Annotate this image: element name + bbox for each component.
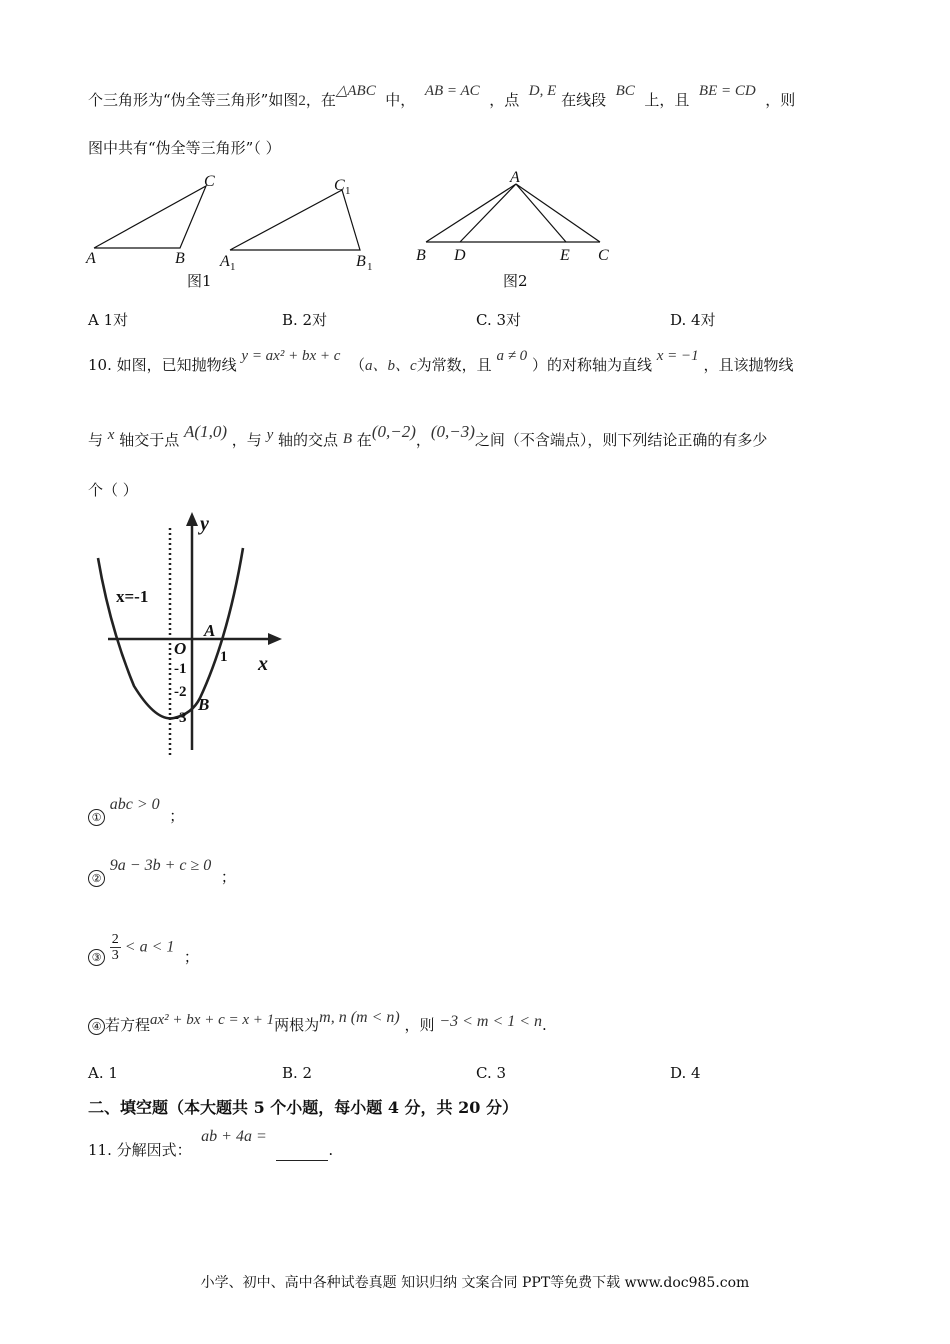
fig2-label-B: B [416, 247, 426, 264]
fig1-label-B: B [175, 250, 185, 267]
statement-3-number: ③ [88, 949, 105, 966]
graph-symmetry-label: x=-1 [116, 587, 149, 606]
q10-line1: 10. 如图，已知抛物线 y = ax² + bx + c （a、b、c为常数，且 a ≠ 0 ）的对称轴为直线 x = −1 ，且该抛物线 [88, 348, 794, 374]
fig2-label-D: D [454, 247, 466, 264]
statement-2-number: ② [88, 870, 105, 887]
q10-statement-3: ③ $\frac{2}{3}$ < a < 1 ； [88, 932, 199, 972]
q9-option-a[interactable]: A 1对 [88, 311, 129, 329]
q10-line3: 个（ ） [88, 481, 138, 499]
graph-tick-m2: -2 [174, 684, 187, 700]
q10-statement-1: ① abc > 0 ； [88, 806, 184, 827]
q10-line2: 与 x 轴交于点 A(1,0) ，与 y 轴的交点 B 在(0,−2)，(0,−3)之间（不含端点），则下列结论正确的有多少 [88, 422, 768, 449]
q10-statement-4: ④ 若方程ax² + bx + c = x + 1两根为m, n (m < n) ，则 −3 < m < 1 < n. [88, 1015, 547, 1036]
fig1-caption: 图1 [187, 272, 212, 290]
statement-1-number: ① [88, 809, 105, 826]
figure-2 [416, 169, 609, 264]
q10-option-d[interactable]: D. 4 [670, 1064, 701, 1082]
graph-tick-m3: -3 [174, 710, 187, 726]
figure-1 [85, 173, 215, 267]
page-footer: 小学、初中、高中各种试卷真题 知识归纳 文案合同 PPT等免费下载 www.doc985.com [200, 1275, 750, 1291]
fig1-label-A: A [86, 250, 96, 267]
q9-line1: 个三角形为“伪全等三角形”如图2，在△ABC 中， AB = AC ，点 D, E 在线段 BC 上，且 BE = CD ，则 [88, 83, 796, 109]
graph-A-label: A [204, 621, 216, 640]
q10-option-c[interactable]: C. 3 [476, 1064, 507, 1082]
q10-parabola-graph [88, 508, 298, 758]
fig1b-label-B1: B [356, 253, 366, 270]
fig2-label-A: A [510, 169, 520, 186]
q9-option-c[interactable]: C. 3对 [476, 311, 522, 329]
fig1b-sub-C: 1 [345, 185, 351, 197]
fig1b-sub-A: 1 [230, 261, 236, 273]
section-2-heading: 二、填空题（本大题共 5 个小题，每小题 4 分，共 20 分） [88, 1098, 518, 1117]
fig2-label-E: E [560, 247, 570, 264]
fig1b-label-A1: A [220, 253, 230, 270]
q9-option-b[interactable]: B. 2对 [282, 311, 328, 329]
graph-x-label: x [258, 653, 268, 675]
graph-B-label: B [198, 695, 210, 714]
q11-line: 11. 分解因式： ab + 4a = . [88, 1128, 334, 1159]
figure-1b [219, 177, 373, 273]
q11-answer-blank[interactable] [276, 1146, 328, 1161]
graph-tick-m1: -1 [174, 661, 187, 677]
q10-statement-2: ② 9a − 3b + c ≥ 0 ； [88, 867, 236, 888]
fig2-caption: 图2 [503, 272, 528, 290]
q10-option-b[interactable]: B. 2 [282, 1064, 313, 1082]
graph-origin-label: O [174, 639, 187, 658]
fig1-label-C: C [204, 173, 215, 190]
fig1b-label-C1: C [334, 177, 345, 194]
fig2-label-C: C [598, 247, 609, 264]
graph-tick-1: 1 [220, 649, 228, 665]
q9-figures [80, 168, 640, 298]
fig1b-sub-B: 1 [367, 261, 373, 273]
graph-y-label: y [200, 513, 209, 535]
q10-option-a[interactable]: A. 1 [88, 1064, 118, 1082]
statement-4-number: ④ [88, 1018, 105, 1035]
q9-line2: 图中共有“伪全等三角形”（ ） [88, 139, 281, 157]
q9-option-d[interactable]: D. 4对 [670, 311, 716, 329]
fraction-2-3: $\frac{2}{3}$ [111, 932, 119, 963]
